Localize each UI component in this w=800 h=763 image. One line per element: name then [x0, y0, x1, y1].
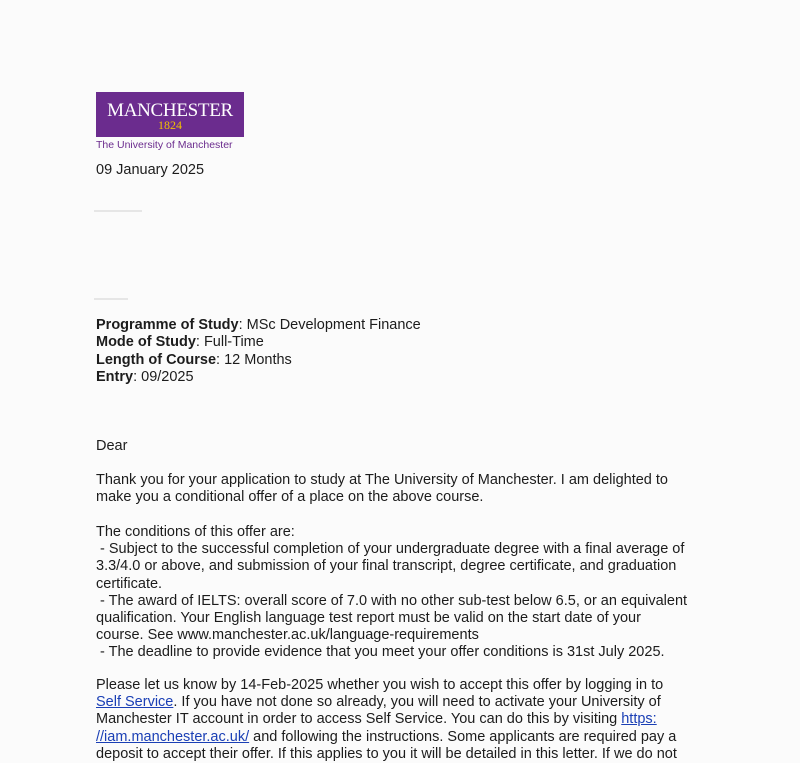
mode-of-study [96, 334, 264, 351]
iam-url-link-start[interactable]: https: [621, 711, 657, 728]
condition-line: qualification. Your English language test report must be valid on the start date of your [96, 610, 641, 627]
intro-line: Thank you for your application to study at The University of Manchester. I am delighted to [96, 472, 668, 488]
mode-value: : Full-Time [195, 334, 264, 350]
intro-line: make you a conditional offer of a place on the above course. [96, 489, 484, 506]
condition-line: - Subject to the successful completion of your undergraduate degree with a final average of [96, 541, 685, 558]
letter-date: 09 January 2025 [96, 162, 205, 178]
closing-text: Manchester IT account in order to access Self Service. You can do this by visiting [96, 711, 622, 728]
closing-paragraph [96, 677, 706, 763]
condition-line: - The award of IELTS: overall score of 7.0 with no other sub-test below 6.5, or an equivalent [96, 592, 688, 609]
mode-label: Mode of Study [96, 334, 196, 350]
condition-line: - The deadline to provide evidence that you meet your offer conditions is 31st July 2025. [96, 644, 665, 661]
closing-line: Please let us know by 14-Feb-2025 whether you wish to accept this offer by logging in to [96, 677, 664, 693]
closing-line [96, 729, 706, 746]
conditions-heading: The conditions of this offer are: [96, 524, 295, 540]
logo-subtitle: The University of Manchester [96, 139, 233, 151]
closing-line [96, 694, 706, 711]
iam-url-link[interactable]: //iam.manchester.ac.uk/ [96, 728, 250, 745]
entry-value: : 09/2025 [133, 369, 194, 385]
self-service-link[interactable]: Self Service [96, 694, 174, 711]
length-label: Length of Course [96, 352, 217, 368]
closing-text: . If you have not done so already, you will need to activate your University of [173, 694, 661, 711]
programme-of-study [96, 317, 421, 334]
length-value: : 12 Months [216, 352, 292, 368]
redacted-address-line [94, 210, 142, 212]
entry [96, 369, 194, 386]
closing-line [96, 711, 706, 728]
closing-text: and following the instructions. Some applicants are required pay a [249, 728, 677, 745]
condition-line: certificate. [96, 575, 163, 592]
programme-value: : MSc Development Finance [238, 317, 421, 333]
closing-line: deposit to accept their offer. If this applies to you it will be detailed in this letter. If we do not [96, 745, 677, 762]
university-logo [96, 92, 244, 137]
salutation: Dear [96, 438, 128, 454]
conditions-block [96, 524, 706, 662]
redacted-address-line [94, 298, 128, 300]
logo-year: 1824 [158, 118, 182, 132]
entry-label: Entry [96, 369, 134, 385]
programme-label: Programme of Study [96, 317, 239, 333]
logo-wordmark: MANCHESTER [107, 100, 233, 121]
condition-line: 3.3/4.0 or above, and submission of your final transcript, degree certificate, and graduation [96, 558, 677, 575]
condition-line: course. See www.manchester.ac.uk/language-requirements [96, 627, 479, 644]
intro-paragraph [96, 472, 706, 506]
length-of-course [96, 352, 292, 369]
